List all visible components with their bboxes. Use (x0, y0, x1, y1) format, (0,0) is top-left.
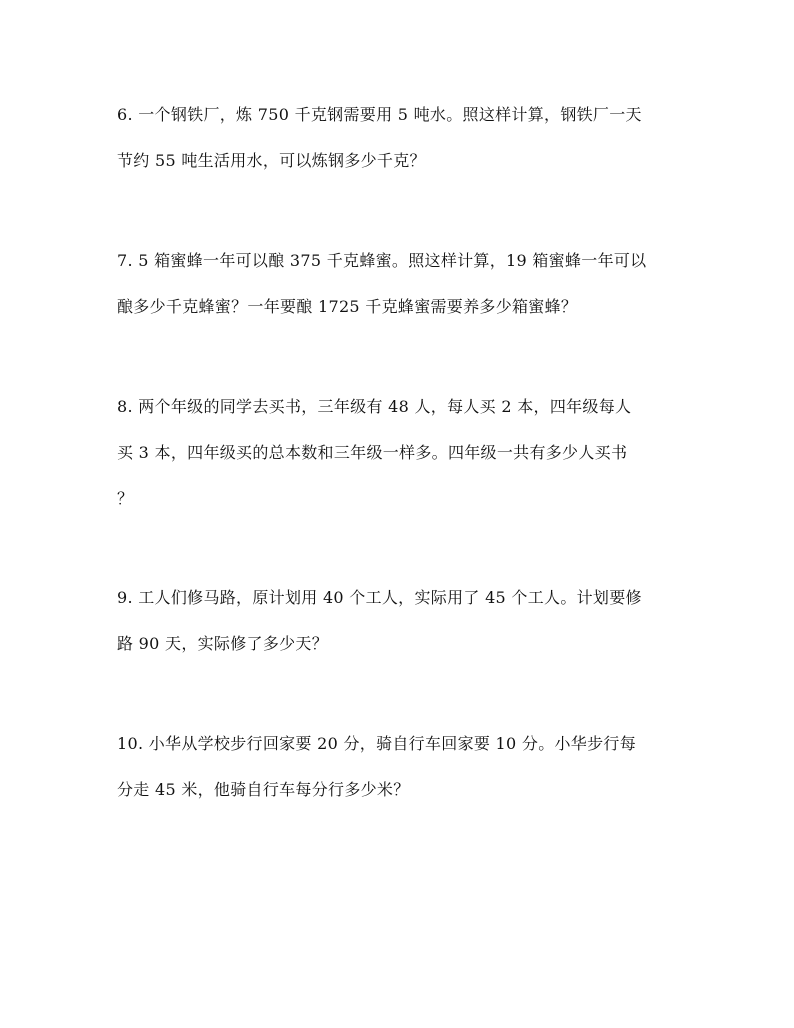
question-9-line-2: 路 90 天，实际修了多少天？ (117, 634, 329, 653)
question-9 (117, 575, 697, 667)
question-8-line-2: 买 3 本，四年级买的总本数和三年级一样多。四年级一共有多少人买书 (117, 443, 628, 462)
question-9-line-1: 9. 工人们修马路，原计划用 40 个工人，实际用了 45 个工人。计划要修 (117, 588, 642, 607)
question-7-line-1: 7. 5 箱蜜蜂一年可以酿 375 千克蜂蜜。照这样计算，19 箱蜜蜂一年可以 (117, 251, 647, 270)
question-6-line-1: 6. 一个钢铁厂，炼 750 千克钢需要用 5 吨水。照这样计算，钢铁厂一天 (117, 105, 642, 124)
question-10-line-1: 10. 小华从学校步行回家要 20 分，骑自行车回家要 10 分。小华步行每 (117, 734, 636, 753)
question-6-line-2: 节约 55 吨生活用水，可以炼钢多少千克？ (117, 151, 426, 170)
question-7-line-2: 酿多少千克蜂蜜？一年要酿 1725 千克蜂蜜需要养多少箱蜜蜂？ (117, 297, 578, 316)
question-10 (117, 721, 697, 813)
question-6 (117, 92, 697, 184)
question-8-line-1: 8. 两个年级的同学去买书，三年级有 48 人，每人买 2 本，四年级每人 (117, 397, 632, 416)
question-7 (117, 238, 697, 330)
question-8 (117, 384, 697, 522)
question-8-line-3: ？ (117, 489, 134, 508)
question-10-line-2: 分走 45 米，他骑自行车每分行多少米？ (117, 780, 410, 799)
